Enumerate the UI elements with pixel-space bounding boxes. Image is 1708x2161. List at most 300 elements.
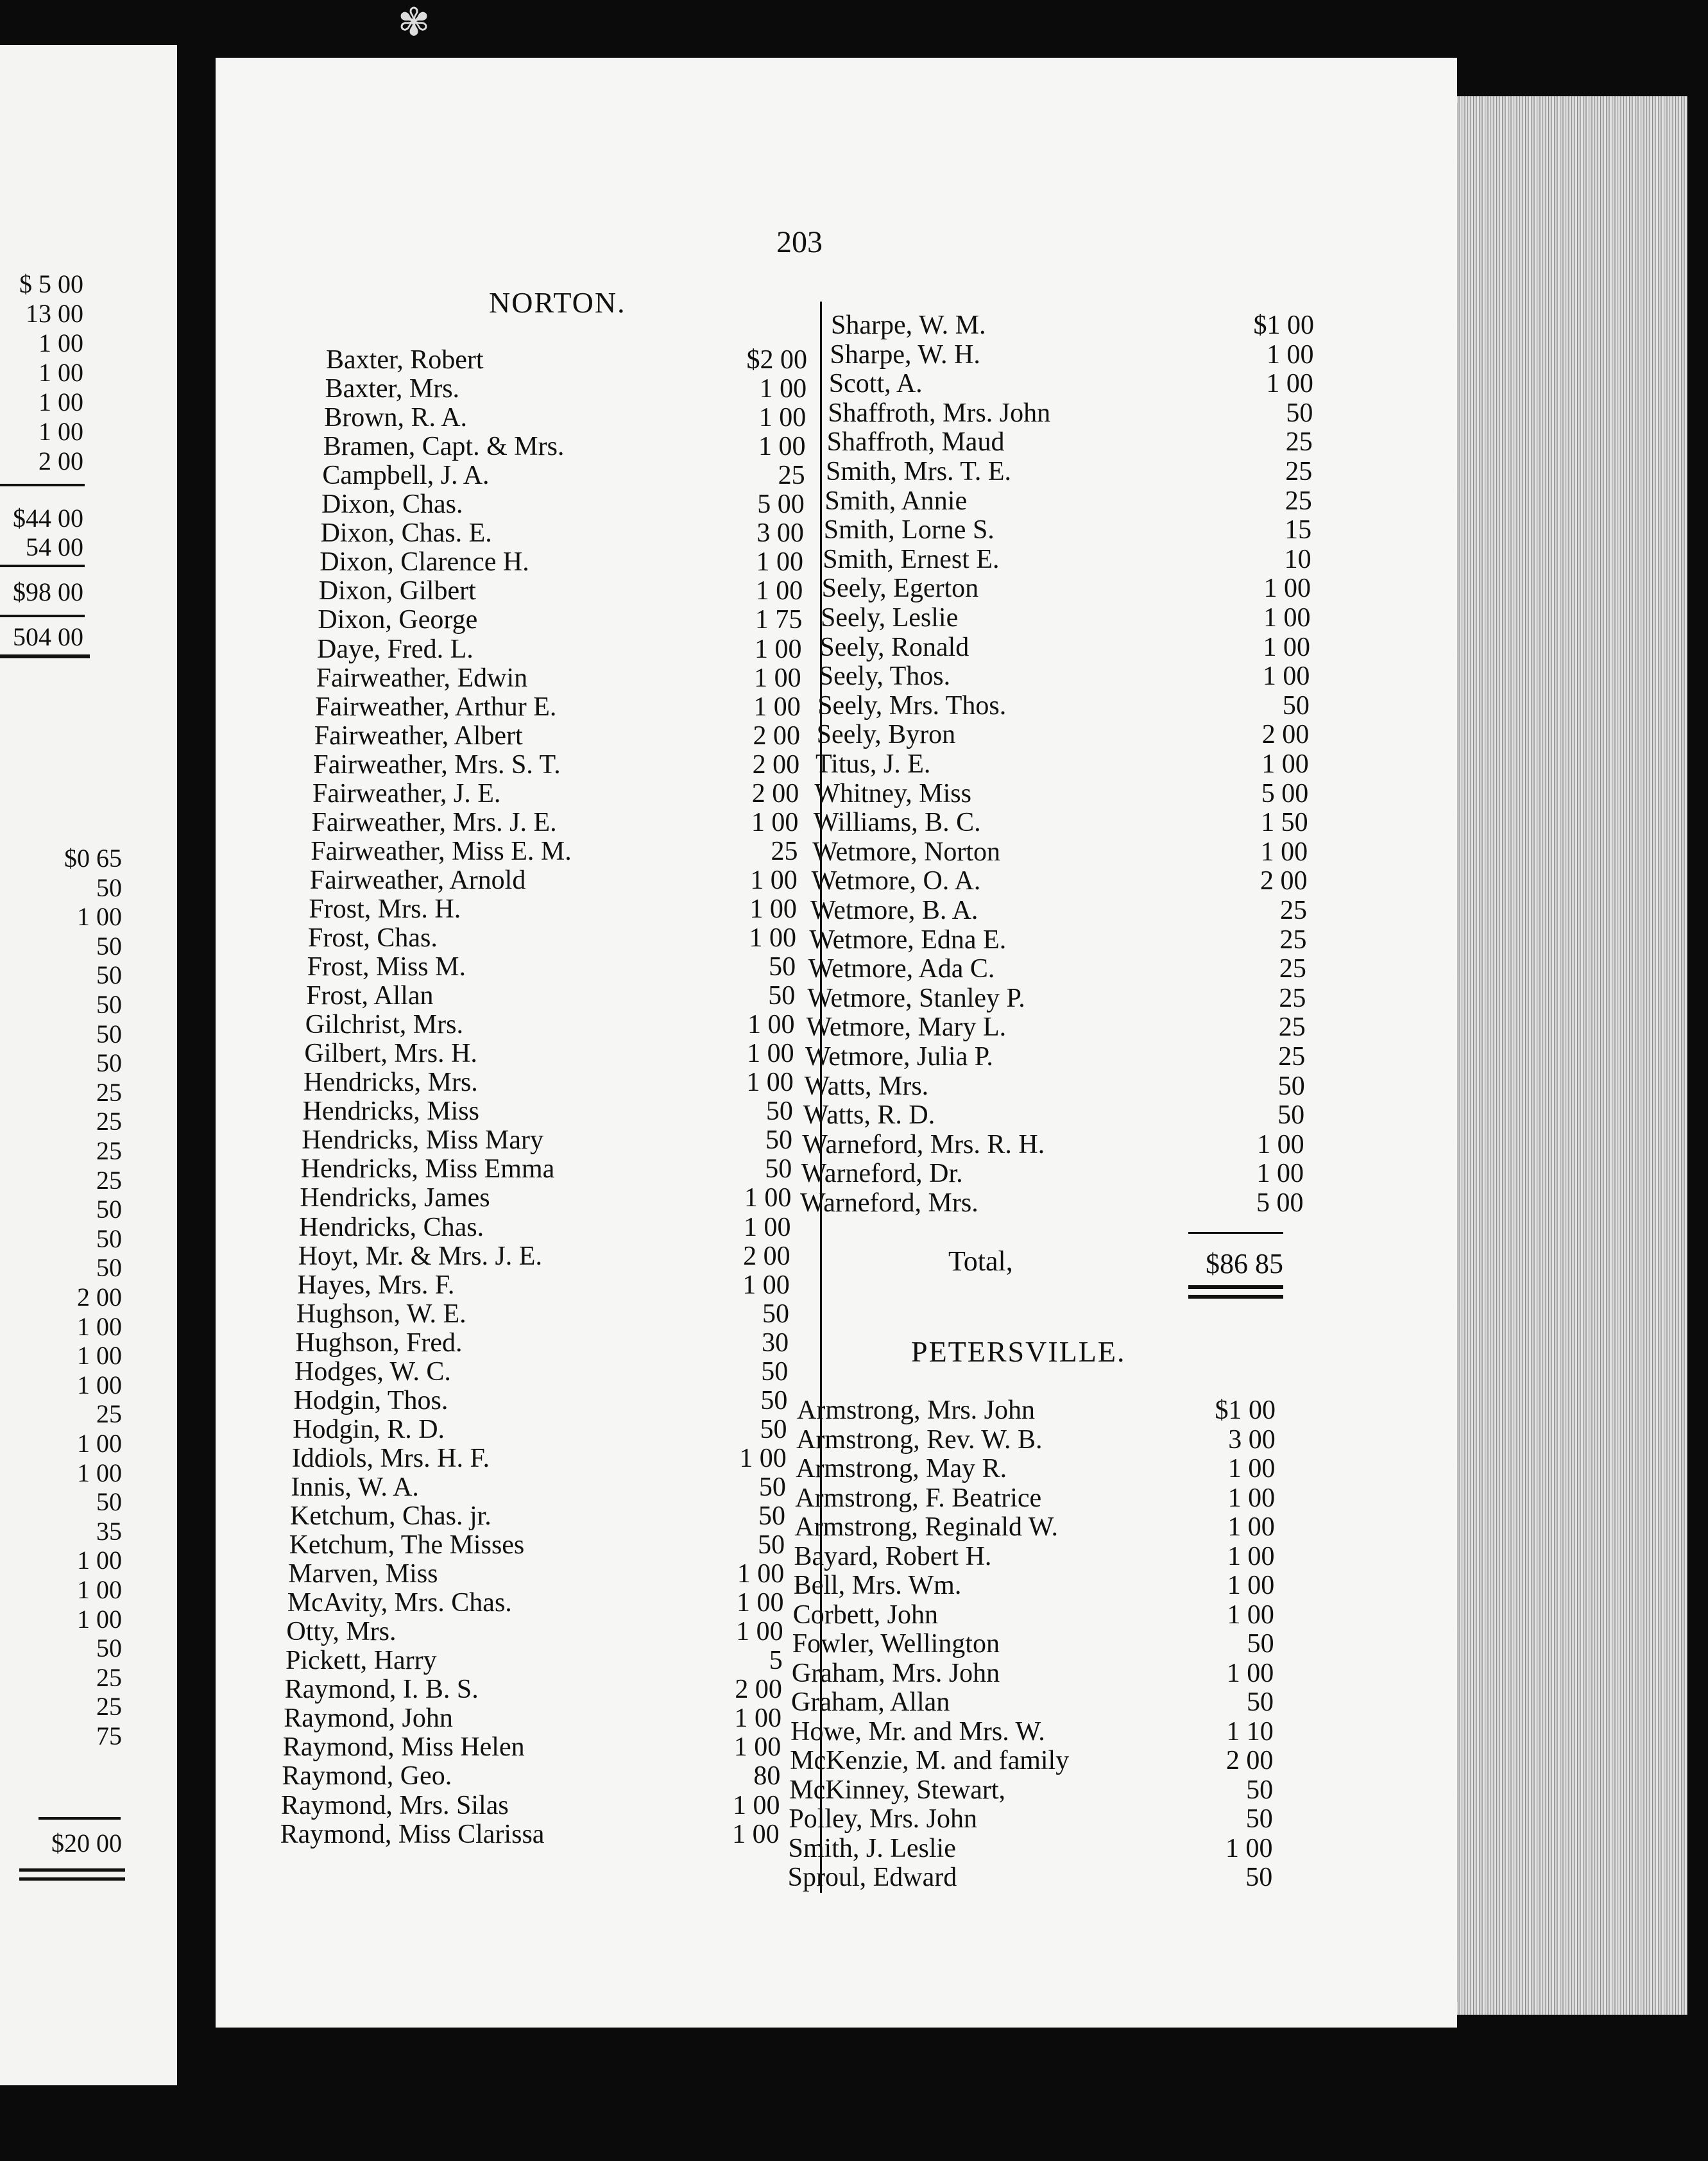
norton-cont-entry-row: [0, 545, 1708, 574]
norton-entry-amount: 1 00: [759, 374, 807, 404]
left-lower-amount: 1 00: [77, 1429, 122, 1458]
left-lower-amount: 1 00: [77, 1370, 122, 1399]
norton-entry-amount: 2 00: [752, 749, 800, 780]
norton-entry-amount: 80: [753, 1761, 781, 1791]
petersville-entry-amount: $1 00: [1215, 1396, 1276, 1425]
norton-cont-entry-row: [0, 779, 1708, 808]
norton-entry-amount: 1 00: [734, 1704, 782, 1734]
left-lower-amount: 50: [96, 961, 122, 990]
norton-cont-entry-name: Wetmore, Ada C.: [808, 954, 995, 984]
norton-cont-entry-row: [0, 603, 1708, 633]
petersville-entry-amount: 1 00: [1227, 1541, 1275, 1571]
petersville-entry-amount: 1 00: [1227, 1571, 1275, 1600]
petersville-entry-name: Sproul, Edward: [787, 1863, 957, 1892]
norton-cont-entry-name: Shaffroth, Mrs. John: [828, 398, 1051, 428]
norton-entry-name: Dixon, Chas. E.: [320, 518, 492, 549]
left-lower-amount: 25: [96, 1107, 122, 1136]
left-sum: $98 00: [13, 577, 83, 606]
norton-entry-name: Hendricks, Miss Mary: [302, 1125, 543, 1156]
petersville-entry-name: Bell, Mrs. Wm.: [793, 1571, 962, 1600]
norton-entry-name: Hendricks, Miss Emma: [300, 1154, 555, 1184]
left-lower-amount: 50: [96, 931, 122, 961]
norton-entry-amount: 1 00: [736, 1588, 784, 1618]
norton-cont-entry-name: Seely, Leslie: [821, 603, 959, 633]
left-lower-total: $20 00: [51, 1829, 122, 1858]
norton-entry-name: Frost, Mrs. H.: [309, 894, 461, 924]
petersville-entry-name: Polley, Mrs. John: [789, 1804, 978, 1834]
norton-entry-name: Iddiols, Mrs. H. F.: [291, 1443, 490, 1473]
norton-entry-name: Hendricks, Chas.: [299, 1212, 484, 1242]
left-top-amount: 2 00: [38, 447, 83, 475]
norton-cont-entry-amount: 1 00: [1263, 574, 1311, 604]
norton-entry-amount: 1 00: [747, 1010, 795, 1040]
norton-entry-name: Hughson, W. E.: [296, 1299, 466, 1329]
norton-cont-entry-amount: 15: [1285, 515, 1312, 545]
petersville-entry-row: [0, 1863, 1708, 1892]
norton-cont-entry-name: Smith, Lorne S.: [823, 515, 995, 545]
norton-entry-amount: 1 00: [749, 894, 797, 924]
norton-entry-amount: 1 00: [755, 634, 802, 664]
left-lower-amount: 25: [96, 1662, 122, 1692]
petersville-entry-amount: 50: [1247, 1629, 1274, 1659]
norton-cont-entry-name: Wetmore, Stanley P.: [807, 983, 1025, 1013]
norton-entry-name: Innis, W. A.: [291, 1472, 419, 1502]
petersville-entry-amount: 1 00: [1226, 1658, 1274, 1688]
norton-entry-name: Dixon, Gilbert: [318, 576, 476, 606]
petersville-entry-amount: 1 00: [1227, 1512, 1275, 1542]
norton-cont-entry-amount: 50: [1277, 1071, 1305, 1101]
petersville-entry-amount: 1 00: [1227, 1454, 1276, 1483]
left-lower-amount: 50: [96, 1019, 122, 1048]
norton-cont-entry-amount: 10: [1284, 544, 1311, 574]
petersville-entry-amount: 50: [1245, 1863, 1273, 1892]
norton-entry-amount: 50: [769, 952, 796, 982]
left-lower-amount: 35: [96, 1516, 122, 1546]
petersville-entry-amount: 50: [1245, 1804, 1273, 1834]
norton-entry-name: Gilbert, Mrs. H.: [304, 1039, 477, 1069]
petersville-entry-name: McKenzie, M. and family: [790, 1746, 1070, 1775]
norton-entry-amount: 1 00: [750, 865, 798, 895]
norton-cont-entry-row: [0, 954, 1708, 984]
norton-cont-entry-amount: 1 00: [1266, 339, 1314, 370]
norton-cont-entry-amount: 2 00: [1261, 720, 1310, 750]
left-top-amount: 1 00: [38, 358, 83, 387]
left-top-amount: 13 00: [26, 299, 83, 328]
norton-entry-name: Brown, R. A.: [324, 403, 468, 433]
norton-entry-name: Raymond, I. B. S.: [284, 1675, 479, 1705]
petersville-entry-row: [0, 1600, 1708, 1630]
norton-entry-amount: 25: [771, 836, 798, 866]
norton-entry-name: Marven, Miss: [288, 1559, 438, 1589]
norton-entry-amount: 1 00: [732, 1819, 780, 1849]
norton-cont-entry-row: [0, 398, 1708, 428]
norton-entry-name: Fairweather, Mrs. S. T.: [313, 749, 561, 780]
left-lower-amount: 25: [96, 1165, 122, 1195]
left-lower-amount: 1 00: [77, 902, 122, 932]
norton-entry-amount: 1 00: [746, 1068, 794, 1098]
petersville-entry-row: [0, 1454, 1708, 1483]
petersville-entry-amount: 1 00: [1227, 1600, 1274, 1630]
norton-entry-name: Ketchum, Chas. jr.: [290, 1501, 491, 1531]
petersville-entry-name: McKinney, Stewart,: [789, 1775, 1005, 1805]
norton-entry-name: Fairweather, Arthur E.: [315, 692, 557, 722]
norton-cont-entry-amount: 25: [1280, 896, 1307, 925]
norton-cont-entry-name: Sharpe, W. M.: [831, 311, 986, 340]
norton-entry-amount: 50: [765, 1097, 793, 1127]
norton-cont-entry-row: [0, 984, 1708, 1013]
left-lower-amount: 25: [96, 1692, 122, 1721]
petersville-entry-name: Bayard, Robert H.: [794, 1541, 992, 1571]
norton-entry-name: Gilchrist, Mrs.: [305, 1010, 463, 1040]
norton-entry-amount: 1 00: [751, 807, 799, 837]
petersville-entry-row: [0, 1804, 1708, 1834]
left-lower-amount: $0 65: [64, 844, 122, 873]
norton-entry-amount: 1 00: [742, 1270, 790, 1300]
norton-entry-amount: 1 00: [744, 1183, 792, 1213]
petersville-heading: PETERSVILLE.: [911, 1335, 1126, 1368]
norton-entry-name: Frost, Miss M.: [307, 952, 466, 982]
norton-entry-row: [0, 1242, 1708, 1271]
norton-cont-entry-row: [0, 808, 1708, 837]
norton-cont-entry-name: Seely, Thos.: [818, 662, 951, 692]
norton-cont-entry-row: [0, 866, 1708, 896]
norton-cont-entry-row: [0, 1072, 1708, 1101]
norton-entry-amount: $2 00: [746, 345, 807, 375]
norton-entry-amount: 30: [762, 1328, 789, 1358]
norton-entry-name: McAvity, Mrs. Chas.: [287, 1588, 512, 1618]
norton-entry-name: Otty, Mrs.: [286, 1617, 397, 1647]
norton-cont-entry-name: Wetmore, O. A.: [811, 866, 981, 896]
norton-cont-entry-name: Wetmore, Julia P.: [805, 1042, 993, 1072]
norton-cont-entry-name: Seely, Egerton: [821, 574, 979, 604]
norton-entry-name: Raymond, Mrs. Silas: [281, 1790, 509, 1820]
norton-entry-amount: 1 00: [739, 1443, 787, 1473]
petersville-entry-row: [0, 1834, 1708, 1863]
petersville-entry-row: [0, 1746, 1708, 1775]
norton-cont-entry-name: Smith, Ernest E.: [823, 544, 1000, 574]
norton-entry-amount: 1 00: [753, 692, 801, 722]
norton-cont-entry-row: [0, 1042, 1708, 1072]
norton-entry-name: Hendricks, James: [300, 1183, 490, 1213]
norton-cont-entry-name: Wetmore, B. A.: [810, 896, 978, 925]
petersville-entry-amount: 50: [1246, 1775, 1274, 1805]
norton-cont-entry-row: [0, 427, 1708, 457]
norton-cont-entry-name: Scott, A.: [828, 369, 923, 399]
petersville-entry-name: Graham, Mrs. John: [791, 1658, 1000, 1688]
norton-entry-name: Raymond, Geo.: [282, 1761, 452, 1791]
petersville-entry-row: [0, 1571, 1708, 1600]
norton-cont-entry-row: [0, 486, 1708, 516]
norton-entry-name: Fairweather, Arnold: [309, 865, 526, 895]
norton-entry-amount: 1 00: [756, 547, 804, 577]
norton-cont-entry-amount: 2 00: [1260, 866, 1308, 896]
norton-entry-name: Baxter, Mrs.: [325, 374, 460, 404]
norton-entry-name: Hodgin, R. D.: [293, 1414, 445, 1444]
petersville-entry-name: Corbett, John: [792, 1600, 939, 1630]
norton-entry-name: Fairweather, Albert: [314, 721, 523, 751]
norton-cont-entry-row: [0, 925, 1708, 955]
norton-entry-name: Daye, Fred. L.: [317, 634, 474, 664]
norton-entry-name: Hendricks, Miss: [302, 1097, 479, 1127]
norton-entry-amount: 50: [758, 1472, 786, 1502]
left-top-amount: 1 00: [38, 329, 83, 357]
norton-entry-amount: 50: [768, 981, 796, 1011]
norton-entry-name: Fairweather, Edwin: [316, 663, 528, 693]
norton-cont-entry-amount: 1 00: [1256, 1159, 1304, 1189]
left-subtotal-1: $44 00: [13, 504, 83, 533]
norton-entry-amount: 50: [765, 1125, 793, 1156]
norton-cont-entry-row: [0, 457, 1708, 486]
norton-entry-amount: 25: [778, 461, 805, 491]
norton-cont-entry-name: Warneford, Mrs. R. H.: [802, 1129, 1045, 1159]
norton-entry-amount: 1 00: [733, 1790, 780, 1820]
petersville-entry-name: Armstrong, F. Beatrice: [795, 1483, 1042, 1513]
norton-cont-entry-name: Whitney, Miss: [814, 778, 971, 808]
left-lower-amount: 25: [96, 1077, 122, 1107]
norton-cont-entry-name: Wetmore, Norton: [812, 837, 1001, 867]
norton-entry-amount: 1 00: [736, 1617, 783, 1647]
norton-entry-name: Raymond, John: [284, 1704, 453, 1734]
petersville-entry-amount: 1 10: [1226, 1716, 1274, 1747]
total-rule-2: [1188, 1295, 1283, 1299]
norton-entry-amount: 2 00: [751, 778, 799, 808]
left-top-amount: 1 00: [38, 388, 83, 416]
petersville-entry-name: Howe, Mr. and Mrs. W.: [790, 1716, 1045, 1747]
norton-entry-amount: 1 00: [749, 923, 796, 953]
norton-cont-entry-amount: 1 00: [1261, 749, 1309, 779]
norton-cont-entry-amount: 1 00: [1260, 837, 1308, 867]
norton-cont-entry-row: [0, 574, 1708, 603]
left-lower-amount: 2 00: [77, 1283, 122, 1311]
norton-entry-row: [0, 1328, 1708, 1358]
total-rule-top: [1188, 1232, 1283, 1234]
norton-entry-name: Baxter, Robert: [326, 345, 484, 375]
norton-cont-entry-name: Warneford, Dr.: [801, 1159, 963, 1189]
norton-cont-entry-amount: 25: [1285, 486, 1312, 516]
ornament-mark: ✾: [397, 1, 431, 44]
norton-cont-entry-amount: 1 50: [1261, 808, 1308, 838]
petersville-entry-row: [0, 1717, 1708, 1747]
left-lower-amount: 25: [96, 1136, 122, 1165]
norton-entry-amount: 50: [760, 1414, 787, 1444]
norton-cont-entry-name: Seely, Byron: [816, 720, 956, 750]
norton-entry-amount: 2 00: [735, 1675, 782, 1705]
left-top-amount: $ 5 00: [19, 269, 83, 298]
norton-entry-name: Fairweather, Mrs. J. E.: [311, 807, 557, 837]
norton-entry-name: Bramen, Capt. & Mrs.: [323, 432, 565, 462]
left-lower-amount: 75: [96, 1721, 122, 1750]
petersville-entry-row: [0, 1425, 1708, 1455]
left-subtotal-2: 54 00: [26, 533, 83, 561]
petersville-entry-name: Armstrong, May R.: [796, 1454, 1007, 1483]
norton-entry-name: Raymond, Miss Helen: [282, 1732, 525, 1763]
norton-cont-entry-amount: 25: [1278, 1042, 1306, 1072]
left-lower-amount: 1 00: [77, 1575, 122, 1604]
norton-cont-entry-row: [0, 1100, 1708, 1130]
norton-entry-amount: 50: [758, 1530, 785, 1560]
norton-cont-entry-name: Wetmore, Mary L.: [806, 1012, 1007, 1043]
page-number: 203: [776, 225, 823, 259]
norton-cont-entry-row: [0, 340, 1708, 370]
petersville-entry-row: [0, 1629, 1708, 1659]
norton-entry-amount: 3 00: [756, 518, 804, 549]
left-lower-amount: 50: [96, 990, 122, 1019]
norton-entry-amount: 1 00: [758, 403, 807, 433]
norton-entry-amount: 1 75: [755, 605, 803, 635]
left-lower-amount: 1 00: [77, 1311, 122, 1341]
left-lower-amount: 1 00: [77, 1546, 122, 1575]
norton-cont-entry-amount: 25: [1279, 954, 1306, 984]
left-lower-amount: 50: [96, 1224, 122, 1253]
norton-cont-entry-row: [0, 1159, 1708, 1188]
norton-cont-entry-row: [0, 515, 1708, 545]
norton-entry-row: [0, 1270, 1708, 1300]
norton-entry-amount: 50: [758, 1501, 785, 1531]
norton-cont-entry-name: Warneford, Mrs.: [800, 1188, 978, 1218]
norton-cont-entry-name: Smith, Annie: [824, 486, 968, 516]
left-grand: 504 00: [13, 622, 83, 651]
petersville-entry-row: [0, 1687, 1708, 1717]
norton-entry-name: Frost, Chas.: [308, 923, 438, 953]
norton-cont-entry-amount: 25: [1285, 427, 1313, 457]
left-lower-amount: 50: [96, 873, 122, 902]
norton-entry-name: Hodgin, Thos.: [293, 1385, 448, 1415]
left-top-amount: 1 00: [38, 417, 83, 446]
norton-cont-entry-name: Sharpe, W. H.: [830, 339, 980, 370]
petersville-entry-row: [0, 1512, 1708, 1542]
norton-cont-entry-amount: 25: [1279, 983, 1306, 1013]
norton-cont-entry-row: [0, 749, 1708, 779]
left-lower-amount: 50: [96, 1048, 122, 1078]
norton-cont-entry-name: Seely, Ronald: [819, 632, 969, 662]
norton-entry-name: Hughson, Fred.: [295, 1328, 463, 1358]
norton-entry-name: Hoyt, Mr. & Mrs. J. E.: [298, 1241, 542, 1271]
norton-cont-entry-row: [0, 896, 1708, 925]
norton-entry-name: Pickett, Harry: [286, 1646, 437, 1676]
petersville-entry-name: Armstrong, Rev. W. B.: [796, 1424, 1043, 1455]
norton-entry-row: [0, 1357, 1708, 1387]
left-lower-amount: 50: [96, 1195, 122, 1224]
norton-cont-entry-amount: 5 00: [1261, 778, 1309, 808]
norton-cont-entry-row: [0, 1188, 1708, 1218]
norton-entry-name: Raymond, Miss Clarissa: [280, 1819, 545, 1849]
norton-cont-entry-amount: 50: [1282, 690, 1310, 721]
petersville-entry-name: Fowler, Wellington: [792, 1629, 1000, 1659]
left-lower-amount: 50: [96, 1253, 122, 1283]
petersville-entry-row: [0, 1483, 1708, 1513]
norton-cont-entry-amount: 25: [1278, 1012, 1306, 1043]
left-lower-amount: 1 00: [77, 1341, 122, 1371]
norton-cont-entry-row: [0, 662, 1708, 691]
norton-entry-name: Fairweather, Miss E. M.: [311, 836, 572, 866]
norton-entry-name: Hayes, Mrs. F.: [297, 1270, 455, 1300]
norton-cont-entry-name: Titus, J. E.: [816, 749, 931, 779]
petersville-entry-amount: 2 00: [1225, 1746, 1274, 1775]
norton-entry-name: Hodges, W. C.: [295, 1356, 451, 1387]
norton-cont-entry-amount: 1 00: [1263, 632, 1310, 662]
norton-entry-amount: 50: [765, 1154, 792, 1184]
petersville-entry-amount: 1 00: [1225, 1833, 1273, 1863]
petersville-entry-row: [0, 1775, 1708, 1805]
norton-entry-amount: 1 00: [733, 1732, 781, 1763]
norton-cont-entry-name: Shaffroth, Maud: [826, 427, 1005, 457]
norton-entry-name: Campbell, J. A.: [322, 461, 490, 491]
norton-entry-amount: 1 00: [758, 432, 806, 462]
norton-entry-amount: 2 00: [753, 721, 800, 751]
left-lower-amount: 25: [96, 1399, 122, 1429]
norton-cont-entry-amount: 50: [1277, 1100, 1305, 1131]
norton-entry-amount: 50: [760, 1385, 788, 1415]
petersville-entry-amount: 50: [1247, 1687, 1274, 1717]
norton-entry-amount: 1 00: [754, 663, 801, 693]
norton-total-amount: $86 85: [1206, 1248, 1283, 1279]
norton-cont-entry-amount: 1 00: [1257, 1129, 1304, 1159]
norton-cont-entry-amount: 5 00: [1256, 1188, 1304, 1218]
norton-cont-entry-amount: 50: [1286, 398, 1313, 428]
norton-entry-amount: 50: [762, 1299, 789, 1329]
norton-cont-entry-amount: 1 00: [1263, 603, 1311, 633]
norton-cont-entry-amount: 25: [1279, 925, 1307, 955]
norton-entry-amount: 1 00: [737, 1559, 785, 1589]
norton-cont-entry-row: [0, 633, 1708, 662]
petersville-entry-row: [0, 1659, 1708, 1688]
norton-entry-name: Frost, Allan: [306, 981, 434, 1011]
norton-entry-name: Hendricks, Mrs.: [303, 1068, 478, 1098]
norton-cont-entry-row: [0, 720, 1708, 749]
norton-cont-entry-name: Watts, Mrs.: [804, 1071, 929, 1101]
norton-entry-amount: 2 00: [743, 1241, 790, 1271]
left-lower-amount: 1 00: [77, 1604, 122, 1634]
norton-cont-entry-row: [0, 691, 1708, 721]
left-lower-amount: 1 00: [77, 1458, 122, 1487]
norton-cont-entry-amount: $1 00: [1253, 311, 1314, 340]
total-rule-1: [1188, 1285, 1283, 1289]
petersville-entry-name: Armstrong, Mrs. John: [797, 1396, 1036, 1425]
norton-cont-entry-name: Watts, R. D.: [803, 1100, 935, 1131]
norton-entry-amount: 5 00: [757, 490, 805, 520]
norton-entry-name: Dixon, Chas.: [321, 490, 463, 520]
norton-entry-amount: 50: [761, 1356, 789, 1387]
norton-entry-amount: 1 00: [744, 1212, 791, 1242]
norton-heading: NORTON.: [489, 286, 626, 319]
norton-cont-entry-amount: 1 00: [1262, 662, 1310, 692]
norton-cont-entry-name: Seely, Mrs. Thos.: [817, 690, 1007, 721]
norton-cont-entry-name: Smith, Mrs. T. E.: [826, 457, 1011, 486]
norton-total-label: Total,: [948, 1245, 1013, 1277]
norton-entry-amount: 5: [769, 1646, 783, 1676]
norton-cont-entry-row: [0, 1012, 1708, 1042]
petersville-entry-amount: 3 00: [1228, 1424, 1276, 1455]
norton-cont-entry-amount: 1 00: [1266, 369, 1313, 399]
norton-entry-amount: 1 00: [747, 1039, 794, 1069]
petersville-entry-name: Graham, Allan: [791, 1687, 950, 1717]
petersville-entry-name: Armstrong, Reginald W.: [794, 1512, 1059, 1542]
petersville-entry-row: [0, 1542, 1708, 1571]
norton-cont-entry-row: [0, 837, 1708, 867]
norton-cont-entry-row: [0, 311, 1708, 340]
norton-cont-entry-name: Wetmore, Edna E.: [809, 925, 1007, 955]
norton-entry-name: Fairweather, J. E.: [312, 778, 501, 808]
petersville-entry-amount: 1 00: [1227, 1483, 1276, 1513]
norton-entry-name: Dixon, Clarence H.: [320, 547, 529, 577]
norton-entry-name: Ketchum, The Misses: [289, 1530, 525, 1560]
left-lower-amount: 50: [96, 1487, 122, 1517]
petersville-entry-row: [0, 1396, 1708, 1425]
left-lower-amount: 50: [96, 1634, 122, 1663]
norton-cont-entry-amount: 25: [1285, 457, 1313, 486]
petersville-entry-name: Smith, J. Leslie: [788, 1833, 956, 1863]
norton-cont-entry-name: Williams, B. C.: [813, 808, 981, 838]
